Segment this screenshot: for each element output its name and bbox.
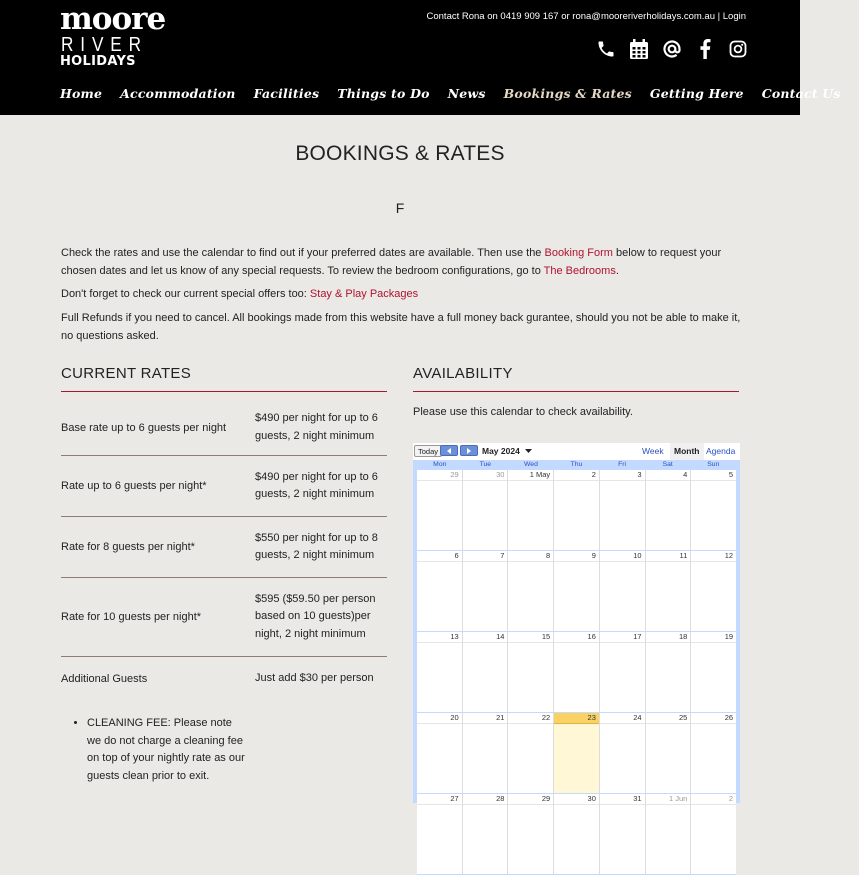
calendar-weekday: Thu (570, 461, 583, 468)
calendar-day[interactable] (462, 713, 508, 793)
calendar-day[interactable] (417, 794, 462, 874)
calendar-today-button[interactable]: Today (414, 445, 442, 457)
availability-calendar (413, 443, 740, 803)
calendar-day-number: 5 (691, 470, 736, 481)
calendar-day-number: 30 (463, 470, 508, 481)
calendar-day[interactable] (417, 632, 462, 712)
calendar-week (417, 713, 736, 794)
rate-label: Rate for 10 guests per night* (61, 611, 202, 623)
intro-text-b: below to request your chosen dates and let us know of any special requests. To review the bedroom configurations, go to (61, 247, 722, 277)
calendar-weekday: Tue (479, 461, 492, 468)
nav-getting-here[interactable]: Getting Here (649, 86, 744, 101)
calendar-day[interactable] (417, 713, 462, 793)
rate-value: $595 ($59.50 per person based on 10 guests)per night, 2 night minimum (255, 592, 376, 640)
calendar-day-number: 15 (508, 632, 553, 643)
nav-accommodation[interactable]: Accommodation (120, 86, 236, 101)
calendar-week (417, 470, 736, 551)
calendar-month-label[interactable]: May 2024 (482, 446, 520, 456)
rate-value: $550 per night for up to 8 guests, 2 night minimum (255, 531, 378, 561)
contact-line (427, 11, 747, 22)
calendar-day-number: 13 (417, 632, 462, 643)
nav-home[interactable]: Home (60, 86, 103, 101)
rate-value: $490 per night for up to 6 guests, 2 night minimum (255, 470, 378, 500)
calendar-tab-week[interactable]: Week (642, 446, 664, 456)
chevron-down-icon[interactable] (525, 449, 532, 453)
rate-row (61, 657, 387, 701)
calendar-day[interactable] (690, 632, 736, 712)
calendar-day-number: 26 (691, 713, 736, 724)
calendar-day[interactable] (599, 632, 645, 712)
calendar-day[interactable] (690, 794, 736, 874)
calendar-day-number: 17 (600, 632, 645, 643)
calendar-week (417, 551, 736, 632)
calendar-grid (413, 470, 740, 803)
calendar-day-number: 30 (554, 794, 599, 805)
specials-text: Don't forget to check our current special offers too: (61, 288, 310, 300)
facebook-icon[interactable] (695, 38, 715, 60)
calendar-day-number: 25 (646, 713, 691, 724)
logo-line-2: RIVER (61, 34, 148, 56)
cleaning-fee-note: • CLEANING FEE: Please note we do not charge a cleaning fee on top of your nightly rate as our guests clean prior to exit. (87, 715, 247, 785)
calendar-day-number: 6 (417, 551, 462, 562)
calendar-icon[interactable] (629, 38, 649, 60)
social-icons (596, 38, 748, 60)
calendar-day-number: 24 (600, 713, 645, 724)
nav-facilities[interactable]: Facilities (253, 86, 320, 101)
calendar-day-number: 12 (691, 551, 736, 562)
calendar-day-number: 11 (646, 551, 691, 562)
refund-paragraph: Full Refunds if you need to cancel. All bookings made from this website have a full money back gurantee, should you not be able to make it, no questions asked. (61, 312, 741, 342)
rate-row (61, 400, 387, 456)
phone-icon[interactable] (596, 38, 616, 60)
calendar-day-number: 10 (600, 551, 645, 562)
calendar-day-number: 8 (508, 551, 553, 562)
bedrooms-link[interactable]: The Bedrooms (543, 264, 616, 277)
main-nav (60, 86, 859, 101)
calendar-day[interactable] (553, 470, 599, 550)
calendar-day-number: 7 (463, 551, 508, 562)
calendar-weekday: Fri (618, 461, 627, 468)
calendar-weekday-header (413, 460, 740, 470)
calendar-day[interactable] (507, 713, 553, 793)
rates-heading: CURRENT RATES (61, 365, 387, 392)
calendar-day-number: 1 Jun (646, 794, 691, 805)
at-icon[interactable] (662, 38, 682, 60)
calendar-day[interactable] (462, 470, 508, 550)
calendar-day-today[interactable] (553, 713, 599, 793)
calendar-day-number: 2 (691, 794, 736, 805)
calendar-day-number: 4 (646, 470, 691, 481)
nav-news[interactable]: News (447, 86, 486, 101)
calendar-day[interactable] (553, 794, 599, 874)
calendar-day[interactable] (645, 632, 691, 712)
calendar-day-number: 9 (554, 551, 599, 562)
availability-heading: AVAILABILITY (413, 365, 739, 392)
nav-things-to-do[interactable]: Things to Do (337, 86, 430, 101)
intro-text-c: . (615, 264, 619, 277)
calendar-day[interactable] (553, 551, 599, 631)
instagram-icon[interactable] (728, 38, 748, 60)
site-logo[interactable] (60, 1, 166, 72)
rates-notes (87, 715, 247, 785)
calendar-day-number: 3 (600, 470, 645, 481)
calendar-day[interactable] (599, 713, 645, 793)
calendar-day[interactable] (599, 551, 645, 631)
calendar-day-number: 22 (508, 713, 553, 724)
calendar-day-number: 31 (600, 794, 645, 805)
calendar-day-number: 29 (508, 794, 553, 805)
arrow-left-icon (446, 448, 452, 454)
calendar-toolbar (413, 443, 740, 460)
logo-line-3: HOLIDAYS (60, 54, 136, 69)
calendar-weekday: Mon (433, 461, 447, 468)
rate-value: Just add $30 per person (255, 672, 374, 685)
calendar-day[interactable] (507, 470, 553, 550)
booking-form-link[interactable]: Booking Form (544, 247, 613, 259)
calendar-prev-button[interactable] (440, 445, 458, 456)
calendar-day[interactable] (645, 470, 691, 550)
calendar-week (417, 632, 736, 713)
availability-text: Please use this calendar to check availability. (413, 406, 633, 418)
page-letter: F (395, 200, 405, 216)
login-link[interactable]: Login (722, 11, 746, 22)
calendar-day[interactable] (462, 794, 508, 874)
calendar-day[interactable] (417, 551, 462, 631)
rate-row (61, 517, 387, 578)
rate-row (61, 578, 387, 657)
calendar-day[interactable] (417, 470, 462, 550)
intro-paragraph (61, 245, 741, 280)
logo-line-1: moore (60, 1, 166, 37)
contact-text: Contact Rona on 0419 909 167 or (426, 11, 570, 22)
calendar-day[interactable] (645, 551, 691, 631)
calendar-day-number: 19 (691, 632, 736, 643)
nav-contact-us[interactable]: Contact Us (761, 86, 841, 101)
nav-bookings-rates[interactable]: Bookings & Rates (503, 86, 632, 101)
calendar-day[interactable] (507, 632, 553, 712)
calendar-day-number: 2 (554, 470, 599, 481)
specials-paragraph (61, 286, 741, 304)
calendar-day[interactable] (462, 551, 508, 631)
rate-label: Additional Guests (61, 673, 148, 685)
calendar-day[interactable] (645, 794, 691, 874)
arrow-right-icon (466, 448, 472, 454)
calendar-week (417, 794, 736, 875)
calendar-next-button[interactable] (460, 445, 478, 456)
calendar-day[interactable] (599, 470, 645, 550)
rate-label: Rate up to 6 guests per night* (61, 480, 207, 492)
calendar-day[interactable] (690, 470, 736, 550)
page-title: BOOKINGS & RATES (295, 142, 505, 165)
rate-label: Rate for 8 guests per night* (61, 541, 195, 553)
site-header (0, 0, 841, 115)
rate-value: $490 per night for up to 6 guests, 2 night minimum (255, 412, 378, 442)
calendar-day-number: 16 (554, 632, 599, 643)
calendar-weekday: Wed (524, 461, 538, 468)
calendar-day[interactable] (599, 794, 645, 874)
contact-separator: | (717, 11, 721, 22)
contact-email-link[interactable]: rona@mooreriverholidays.com.au (572, 11, 715, 22)
rate-label: Base rate up to 6 guests per night (61, 421, 227, 434)
stay-play-link[interactable]: Stay & Play Packages (309, 288, 419, 300)
calendar-weekday: Sun (707, 461, 720, 468)
calendar-day-number: 28 (463, 794, 508, 805)
calendar-day-number: 29 (417, 470, 462, 481)
calendar-day-number: 27 (417, 794, 462, 805)
calendar-day-number: 23 (554, 713, 599, 724)
rates-table (61, 400, 387, 701)
calendar-day[interactable] (690, 551, 736, 631)
intro-text-a: Check the rates and use the calendar to find out if your preferred dates are available. Then use the (61, 247, 545, 259)
calendar-day-number: 14 (463, 632, 508, 643)
calendar-tab-month[interactable]: Month (670, 443, 704, 460)
calendar-day[interactable] (462, 632, 508, 712)
calendar-day[interactable] (553, 632, 599, 712)
calendar-day-number: 20 (417, 713, 462, 724)
calendar-day-number: 1 May (508, 470, 553, 481)
calendar-tab-agenda[interactable]: Agenda (706, 446, 736, 456)
calendar-weekday: Sat (662, 461, 673, 468)
calendar-day-number: 18 (646, 632, 691, 643)
calendar-day[interactable] (507, 551, 553, 631)
calendar-day[interactable] (690, 713, 736, 793)
calendar-day-number: 21 (463, 713, 508, 724)
calendar-day[interactable] (645, 713, 691, 793)
rate-row (61, 456, 387, 517)
calendar-day[interactable] (507, 794, 553, 874)
